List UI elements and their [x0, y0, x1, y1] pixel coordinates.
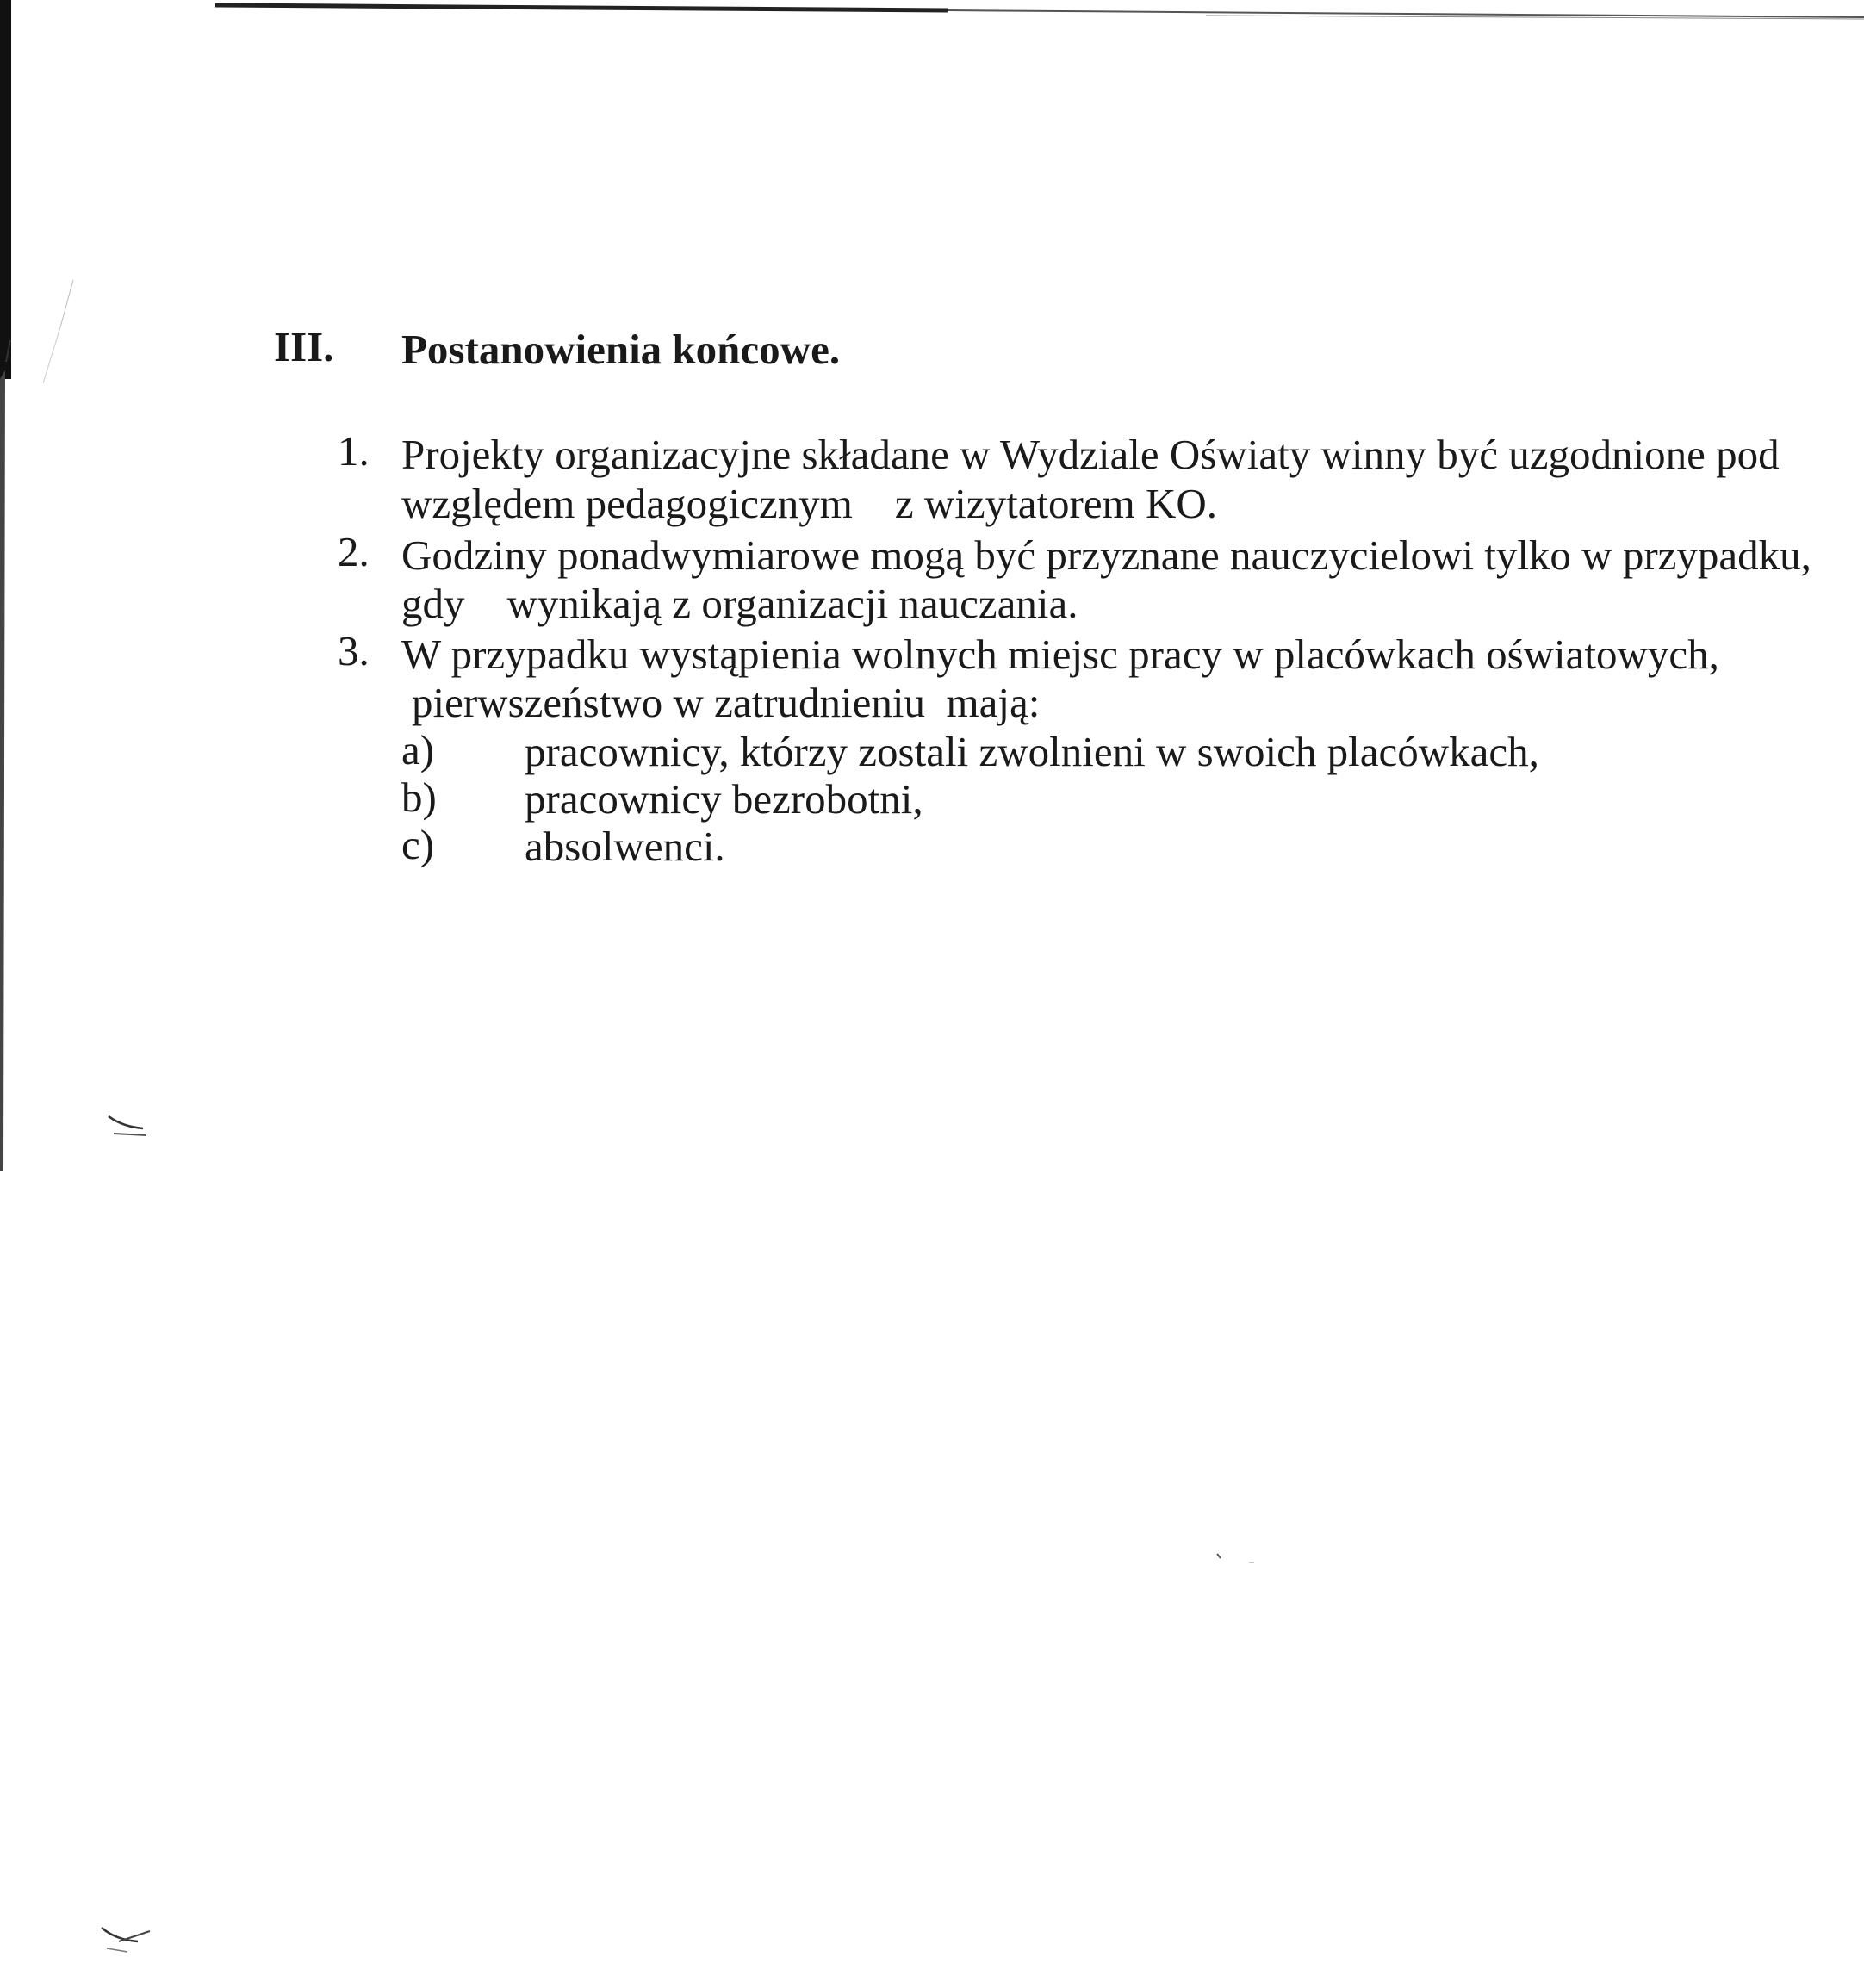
item-1-line-1: Projekty organizacyjne składane w Wydziale Oświaty winny być uzgodnione pod — [401, 431, 1780, 478]
item-2-line-2: gdy wynikają z organizacji nauczania. — [401, 580, 1078, 627]
scan-top-edge — [0, 0, 1864, 21]
scan-mark-tick-upper — [102, 1111, 157, 1146]
item-3-line-2: pierwszeństwo w zatrudnieniu mają: — [412, 679, 1041, 726]
subitem-b-letter: b) — [401, 773, 437, 821]
item-2-line-1: Godziny ponadwymiarowe mogą być przyznane nauczycielowi tylko w przypadku, — [401, 531, 1811, 579]
item-3-line-1: W przypadku wystąpienia wolnych miejsc pracy w placówkach oświatowych, — [401, 631, 1719, 678]
item-1-line-2: względem pedagogicznym z wizytatorem KO. — [401, 480, 1218, 527]
subitem-c-text: absolwenci. — [525, 823, 725, 870]
item-2-number: 2. — [338, 528, 370, 575]
scan-mark-tick-lower — [93, 1921, 155, 1959]
subitem-c-letter: c) — [401, 821, 435, 868]
item-1-number: 1. — [338, 427, 370, 475]
section-number: III. — [274, 323, 334, 370]
scan-speck-left — [26, 276, 78, 388]
scan-left-edge — [0, 0, 17, 1171]
subitem-b-text: pracownicy bezrobotni, — [525, 775, 923, 823]
scan-speck-mid — [1215, 1550, 1258, 1568]
subitem-a-letter: a) — [401, 726, 435, 773]
subitem-a-text: pracownicy, którzy zostali zwolnieni w swoich placówkach, — [525, 728, 1539, 775]
item-3-number: 3. — [338, 627, 370, 674]
section-title: Postanowienia końcowe. — [401, 326, 841, 373]
